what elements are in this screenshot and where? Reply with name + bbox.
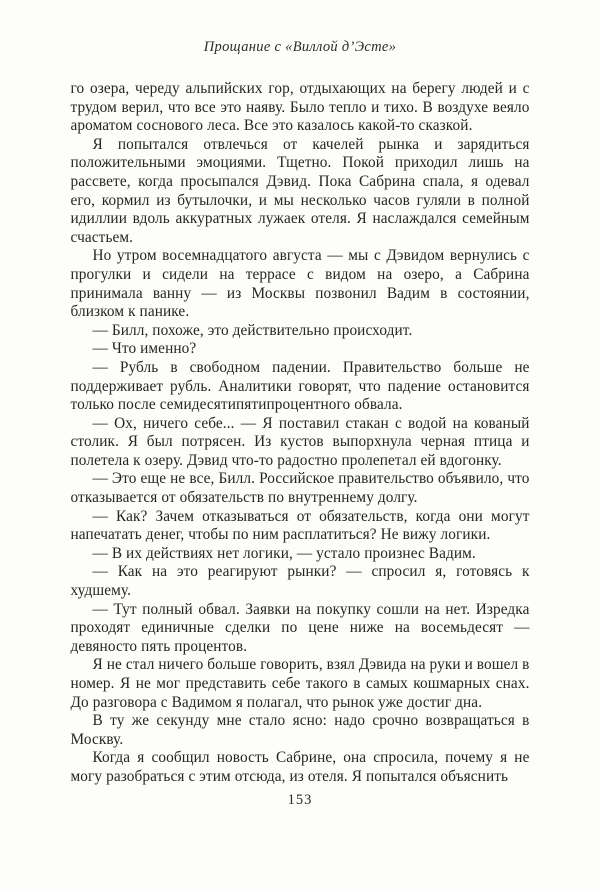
paragraph: — Ох, ничего себе... — Я поставил стакан с водой на кованый столик. Я был потрясен. Из кустов выпорхнула черная птица и полетела к озеру. Дэвид что-то радостно пролепетал ей вдогонку. xyxy=(70,414,530,469)
paragraph: — В их действиях нет логики, — устало произнес Вадим. xyxy=(92,544,476,562)
paragraph: Я не стал ничего больше говорить, взял Дэвида на руки и вошел в номер. Я не мог представить себе такого в самых кошмарных снах. До разговора с Вадимом я полагал, что рынок уже достиг дна. xyxy=(70,656,530,711)
paragraph: — Тут полный обвал. Заявки на покупку сошли на нет. Изредка проходят единичные сделки по цене ниже на восемьдесят — девяносто пять процентов. xyxy=(70,600,530,655)
paragraph: Я попытался отвлечься от качелей рынка и зарядиться положительными эмоциями. Тщетно. Покой приходил лишь на рассвете, когда просыпался Дэвид. Пока Сабрина спала, я одевал его, кормил из бутылочки, и мы несколько часов гуляли в полной идиллии вдоль аккуратных лужаек отеля. Я наслаждался семейным счастьем. xyxy=(70,135,530,246)
paragraph: Когда я сообщил новость Сабрине, она спросила, почему я не могу разобраться с этим отсюда, из отеля. Я попытался объяснить xyxy=(70,749,530,785)
paragraph: — Как на это реагируют рынки? — спросил я, готовясь к худшему. xyxy=(70,563,530,600)
paragraph: — Что именно? xyxy=(92,340,197,358)
paragraph: — Это еще не все, Билл. Российское правительство объявило, что отказывается от обязательств по внутреннему долгу. xyxy=(70,470,530,507)
running-header: Прощание с «Виллой д’Эсте» xyxy=(203,39,397,55)
paragraph: Но утром восемнадцатого августа — мы с Дэвидом вернулись с прогулки и сидели на террасе с видом на озеро, а Сабрина принимала ванну — из Москвы позвонил Вадим в состоянии, близком к панике. xyxy=(70,247,530,321)
paragraph: го озера, череду альпийских гор, отдыхающих на берегу людей и с трудом верил, что все это наяву. Было тепло и тихо. В воздухе веяло ароматом соснового леса. Все это казалось какой-то сказкой. xyxy=(70,80,530,135)
paragraph: В ту же секунду мне стало ясно: надо срочно возвращаться в Москву. xyxy=(70,712,530,748)
paragraph: — Билл, похоже, это действительно происходит. xyxy=(92,321,413,339)
body-text xyxy=(71,80,530,787)
paragraph: — Как? Зачем отказываться от обязательств, когда они могут напечатать денег, чтобы по ним расплатиться? Не вижу логики. xyxy=(70,507,530,544)
paragraph: — Рубль в свободном падении. Правительство больше не поддерживает рубль. Аналитики говорят, что падение остановится только после семидесятипятипроцентного обвала. xyxy=(70,358,530,414)
page-number: 153 xyxy=(287,792,313,808)
